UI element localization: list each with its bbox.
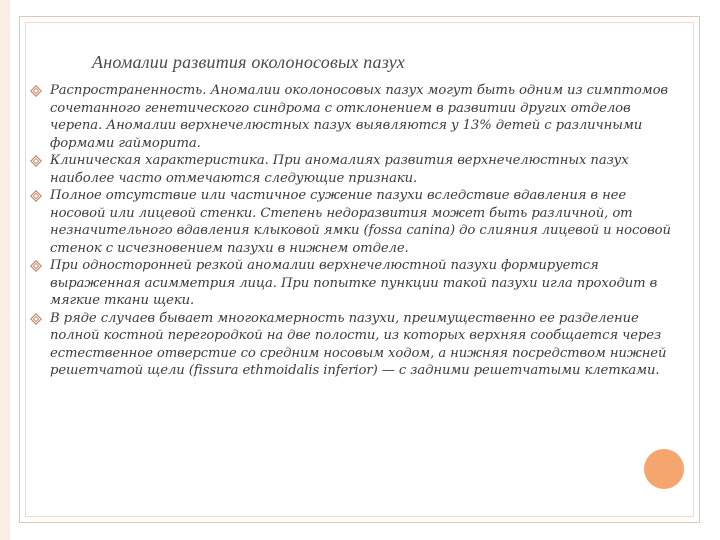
- diamond-bullet-icon: [30, 155, 42, 167]
- list-item-text: Полное отсутствие или частичное сужение пазухи вследствие вдавления в нее носовой или лицевой стенки. Степень недоразвития может быть различной, от незначительного вдавления клыковой ямки (fossa canina) до слияния лицевой и носовой стенок с исчезновением пазухи в нижнем отделе.: [50, 188, 671, 256]
- diamond-bullet-icon: [30, 313, 42, 325]
- list-item: [30, 82, 680, 152]
- left-decor-band: [0, 0, 10, 540]
- list-item: [30, 310, 680, 380]
- accent-circle: [644, 449, 684, 489]
- list-item-text: Клиническая характеристика. При аномалиях развития верхнечелюстных пазух наиболее часто отмечаются следующие признаки.: [50, 153, 629, 186]
- list-item: [30, 152, 680, 187]
- list-item-text: В ряде случаев бывает многокамерность пазухи, преимущественно ее разделение полной костной перегородкой на две полости, из которых верхняя сообщается через естественное отверстие со средним носовым ходом, а нижняя посредством нижней решетчатой щели (fissura ethmoidalis inferior) — с задними решетчатыми клетками.: [50, 310, 667, 378]
- slide-title: [92, 52, 405, 73]
- list-item-text: При односторонней резкой аномалии верхнечелюстной пазухи формируется выраженная асимметрия лица. При попытке пункции такой пазухи игла проходит в мягкие ткани щеки.: [50, 258, 658, 308]
- list-item-text: Распространенность. Аномалии околоносовых пазух могут быть одним из симптомов сочетанного генетического синдрома с отклонением в развитии других отделов черепа. Аномалии верхнечелюстных пазух выявляются у 13% детей с различными формами гайморита.: [50, 83, 668, 151]
- list-item: [30, 257, 680, 310]
- list-item: [30, 187, 680, 257]
- diamond-bullet-icon: [30, 85, 42, 97]
- bullet-list: [30, 82, 680, 380]
- diamond-bullet-icon: [30, 260, 42, 272]
- diamond-bullet-icon: [30, 190, 42, 202]
- title-text: Аномалии развития околоносовых пазух: [92, 52, 405, 72]
